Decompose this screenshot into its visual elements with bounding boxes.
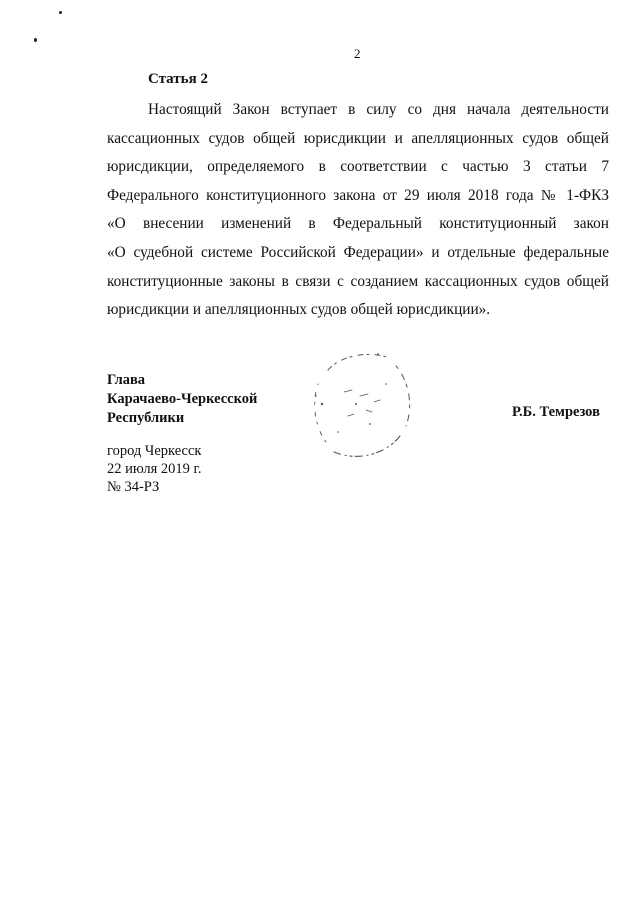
law-number: № 34-РЗ (107, 479, 160, 495)
place-and-date (107, 442, 201, 496)
page-number: 2 (354, 46, 361, 61)
article-title: Статья 2 (148, 71, 208, 87)
article-body (107, 96, 609, 325)
city: город Черкесск (107, 443, 202, 459)
article-line: Настоящий Закон вступает в силу со дня начала деятельности (148, 101, 609, 118)
article-line: кассационных судов общей юрисдикции и апелляционных судов общей (107, 129, 609, 147)
article-line: юрисдикции, определяемого в соответствии с частью 3 статьи 7 (107, 158, 609, 176)
article-line: Федерального конституционного закона от 29 июля 2018 года № 1-ФКЗ (107, 186, 609, 204)
signer-name: Р.Б. Темрезов (512, 404, 600, 420)
article-line: конституционные законы в связи с созданием кассационных судов общей (107, 272, 609, 290)
signer-title-line: Глава (107, 372, 146, 388)
signer-title-line: Республики (107, 410, 185, 426)
scan-speck (59, 11, 62, 14)
signer-title-line: Карачаево-Черкесской (107, 391, 258, 407)
faded-round-seal-icon (308, 344, 420, 464)
date: 22 июля 2019 г. (107, 461, 202, 477)
scan-speck (34, 38, 37, 42)
signer-title (107, 371, 257, 428)
article-line: юрисдикции и апелляционных судов общей юрисдикции». (107, 301, 491, 319)
article-line: «О внесении изменений в Федеральный конституционный закон (107, 215, 609, 233)
article-line: «О судебной системе Российской Федерации» и отдельные федеральные (107, 243, 609, 261)
